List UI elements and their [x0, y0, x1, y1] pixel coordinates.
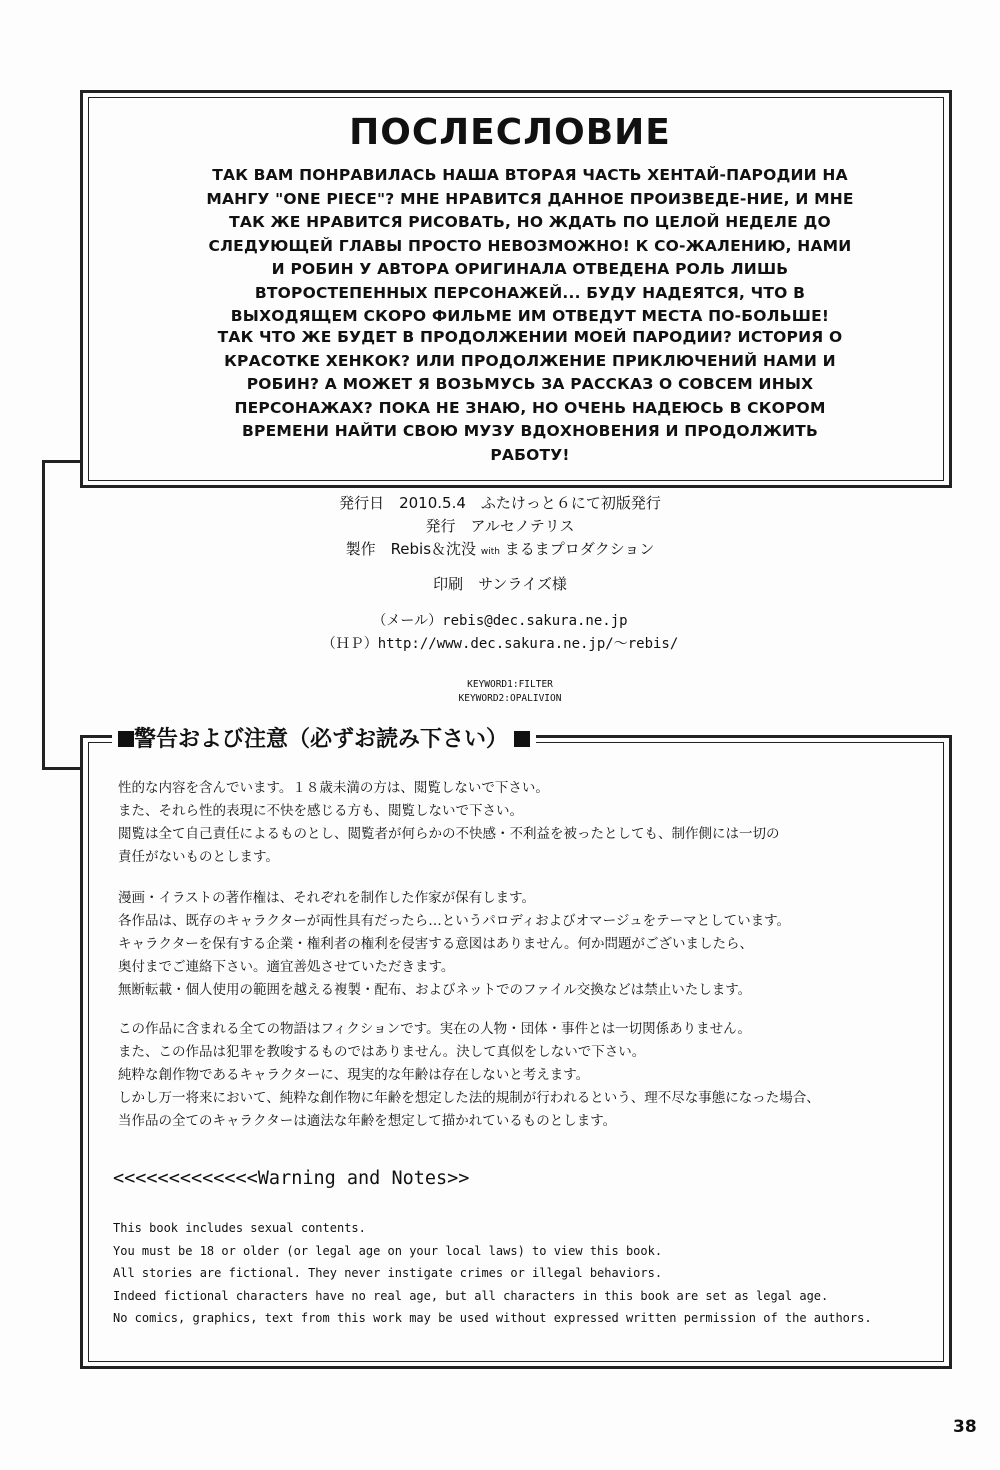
warning-line: 当作品の全てのキャラクターは適法な年齢を想定して描かれているものとします。 [118, 1113, 617, 1129]
bracket-side [42, 460, 45, 770]
warning-header [112, 722, 536, 753]
warning-line: 奥付までご連絡下さい。適宜善処させていただきます。 [118, 959, 455, 975]
mail-address: （メール）rebis@dec.sakura.ne.jp [372, 613, 628, 629]
warning-line: この作品に含まれる全ての物語はフィクションです。実在の人物・団体・事件とは一切関係ありません。 [118, 1021, 751, 1037]
english-warning-notes [113, 1217, 872, 1330]
afterword-title: ПОСЛЕСЛОВИЕ [349, 112, 671, 153]
english-note-line: No comics, graphics, text from this work may be used without expressed written permission of the authors. [113, 1311, 872, 1325]
printing-info: 印刷 サンライズ様 [433, 575, 567, 593]
english-note-line: This book includes sexual contents. [113, 1221, 366, 1235]
warning-line: しかし万一将来において、純粋な創作物に年齢を想定した法的規制が行われるという、理不尽な事態になった場合、 [118, 1090, 820, 1106]
keyword-1: KEYWORD1:FILTER [467, 679, 553, 690]
production-info [100, 538, 900, 561]
warning-group-2 [118, 887, 898, 1002]
warning-line: 責任がないものとします。 [118, 849, 279, 865]
warning-group-1 [118, 777, 898, 869]
production-with: with [480, 547, 500, 557]
bracket-top [42, 460, 82, 463]
afterword-paragraph-2: ТАК ЧТО ЖЕ БУДЕТ В ПРОДОЛЖЕНИИ МОЕЙ ПАРОДИИ? ИСТОРИЯ О КРАСОТКЕ ХЕНКОК? ИЛИ ПРОДОЛЖЕНИЕ ПРИКЛЮЧЕНИЙ НАМИ И РОБИН? А МОЖЕТ Я ВОЗЬМУСЬ ЗА РАССКАЗ О СОВСЕМ ИНЫХ ПЕРСОНАЖАХ? ПОКА НЕ ЗНАЮ, НО ОЧЕНЬ НАДЕЮСЬ В СКОРОМ ВРЕМЕНИ НАЙТИ СВОЮ МУЗУ ВДОХНОВЕНИЯ И ПРОДОЛЖИТЬ РАБОТУ! [217, 328, 843, 464]
warning-header-text: 警告および注意（必ずお読み下さい） [134, 727, 509, 752]
warning-line: また、それら性的表現に不快を感じる方も、閲覧しないで下さい。 [118, 803, 523, 819]
english-note-line: All stories are fictional. They never instigate crimes or illegal behaviors. [113, 1266, 663, 1280]
afterword-paragraph-1: ТАК ВАМ ПОНРАВИЛАСЬ НАША ВТОРАЯ ЧАСТЬ ХЕНТАЙ-ПАРОДИИ НА МАНГУ "ONE PIECE"? МНЕ НРАВИТСЯ ДАННОЕ ПРОИЗВЕДЕ-НИЕ, И МНЕ ТАК ЖЕ НРАВИТСЯ РИСОВАТЬ, НО ЖДАТЬ ПО ЦЕЛОЙ НЕДЕЛЕ ДО СЛЕДУЮЩЕЙ ГЛАВЫ ПРОСТО НЕВОЗМОЖНО! К СО-ЖАЛЕНИЮ, НАМИ И РОБИН У АВТОРА ОРИГИНАЛА ОТВЕДЕНА РОЛЬ ЛИШЬ ВТОРОСТЕПЕННЫХ ПЕРСОНАЖЕЙ... БУДУ НАДЕЯТСЯ, ЧТО В ВЫХОДЯЩЕМ СКОРО ФИЛЬМЕ ИМ ОТВЕДУТ МЕСТА ПО-БОЛЬШЕ! [206, 166, 854, 325]
english-warning-title: <<<<<<<<<<<<<Warning and Notes>> [113, 1168, 470, 1189]
production-suffix: まるまプロダクション [504, 540, 655, 558]
square-bullet-icon [514, 731, 530, 747]
homepage-url: （ＨＰ）http://www.dec.sakura.ne.jp/～rebis/ [321, 636, 679, 652]
warning-line: キャラクターを保有する企業・権利者の権利を侵害する意図はありません。何か問題がございましたら、 [118, 936, 754, 952]
publisher-info: 発行 アルセノテリス [425, 517, 575, 535]
colophon [100, 492, 900, 656]
warning-line: また、この作品は犯罪を教唆するものではありません。決して真似をしないで下さい。 [118, 1044, 646, 1060]
warning-line: 各作品は、既存のキャラクターが両性具有だったら…というパロディおよびオマージュをテーマとしています。 [118, 913, 791, 929]
english-note-line: Indeed fictional characters have no real age, but all characters in this book are set as legal age. [113, 1288, 829, 1303]
keywords [400, 678, 620, 706]
warning-group-3 [118, 1018, 898, 1133]
keyword-2: KEYWORD2:OPALIVION [458, 693, 562, 704]
english-note-line: You must be 18 or older (or legal age on your local laws) to view this book. [113, 1243, 663, 1258]
release-info: 発行日 2010.5.4 ふたけっと６にて初版発行 [339, 494, 661, 512]
warning-line: 純粋な創作物であるキャラクターに、現実的な年齢は存在しないと考えます。 [118, 1067, 590, 1083]
warning-line: 閲覧は全て自己責任によるものとし、閲覧者が何らかの不快感・不利益を被ったとしても、制作側には一切の [118, 826, 780, 842]
square-bullet-icon [118, 731, 134, 747]
page-number: 38 [953, 1417, 977, 1437]
warning-line: 無断転載・個人使用の範囲を越える複製・配布、およびネットでのファイル交換などは禁止いたします。 [118, 982, 752, 998]
production-prefix: 製作 Rebis＆沈没 [345, 540, 477, 558]
warning-line: 性的な内容を含んでいます。１８歳未満の方は、閲覧しないで下さい。 [118, 780, 549, 796]
warning-line: 漫画・イラストの著作権は、それぞれを制作した作家が保有します。 [118, 890, 536, 906]
bracket-bottom [42, 767, 82, 770]
